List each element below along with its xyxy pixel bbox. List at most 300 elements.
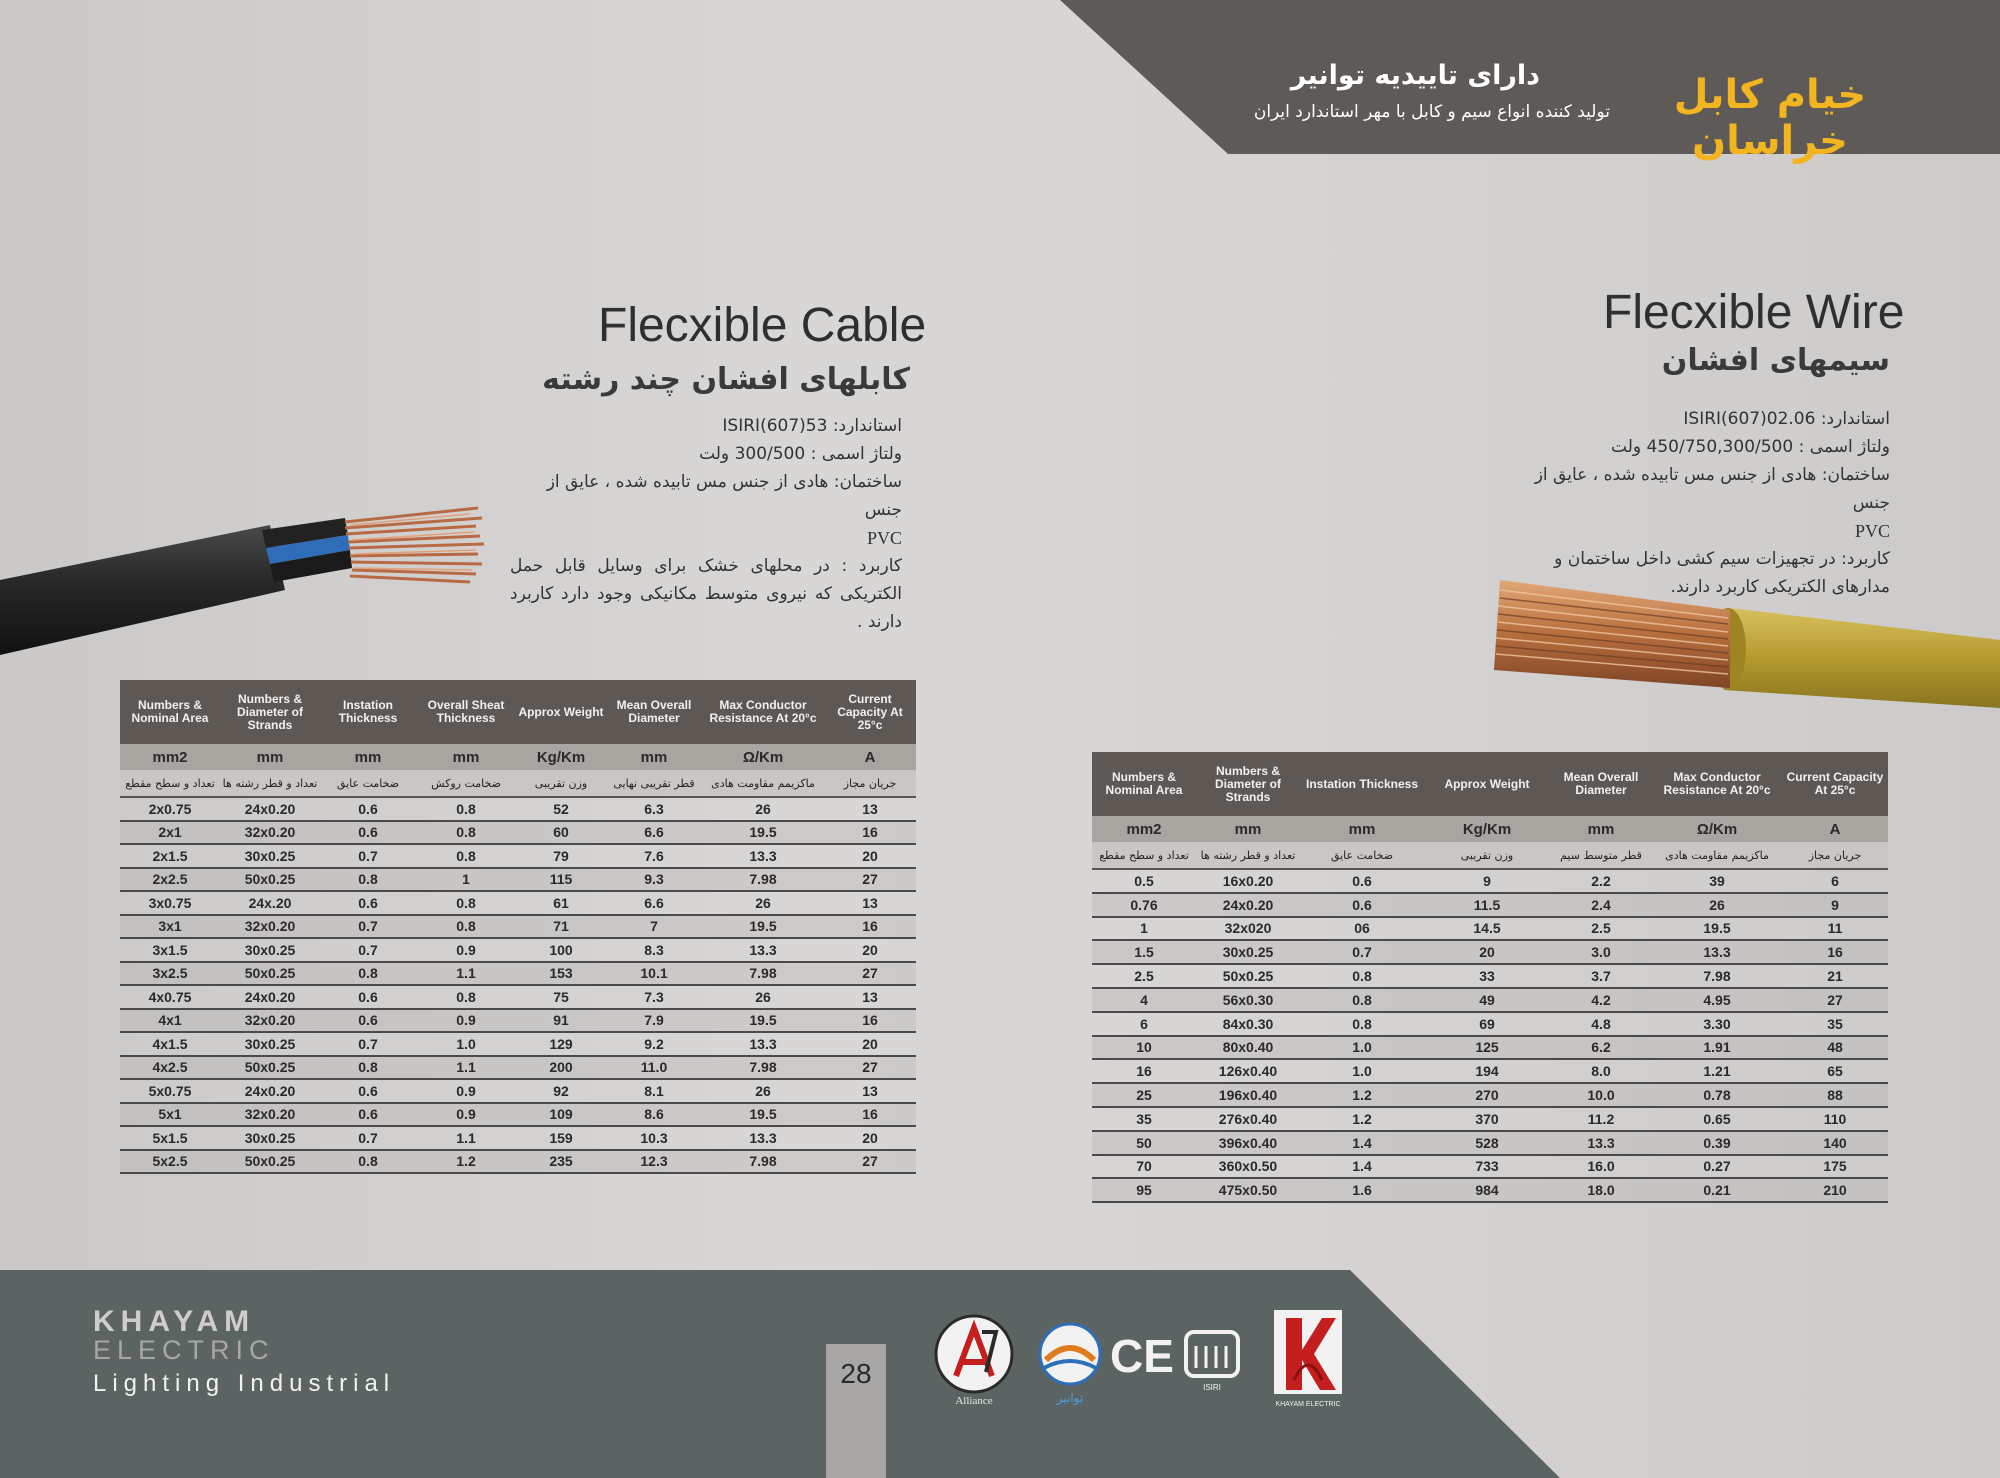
table-cell: 2.5 [1092, 964, 1196, 988]
table-cell: 19.5 [1652, 917, 1782, 941]
table-cell: 24x0.20 [220, 1079, 320, 1103]
company-name: KHAYAM [93, 1305, 256, 1338]
table-cell: 0.8 [1300, 988, 1424, 1012]
cable-table-fa-labels-row [120, 770, 916, 797]
table-cell: 8.0 [1550, 1059, 1652, 1083]
col-header: Approx Weight [516, 680, 606, 744]
table-cell: 3.30 [1652, 1012, 1782, 1036]
table-cell: 0.7 [320, 1126, 416, 1150]
cable-usage: کاربرد : در محلهای خشک برای وسایل قابل حمل الکتریکی که نیروی متوسط مکانیکی وجود دارد کاربرد دارند . [510, 556, 902, 632]
certification-logos [930, 1310, 1350, 1410]
table-row [1092, 1012, 1888, 1036]
unit-cell: A [824, 744, 916, 770]
table-row [1092, 940, 1888, 964]
table-cell: 21 [1782, 964, 1888, 988]
table-cell: 10.0 [1550, 1083, 1652, 1107]
cable-construction-pvc: PVC [866, 528, 902, 548]
table-cell: 20 [1424, 940, 1550, 964]
table-row [120, 844, 916, 868]
table-cell: 13.3 [1652, 940, 1782, 964]
table-cell: 50 [1092, 1131, 1196, 1155]
table-cell: 70 [1092, 1155, 1196, 1179]
table-cell: 13.3 [1550, 1131, 1652, 1155]
table-cell: 0.21 [1652, 1178, 1782, 1202]
table-cell: 8.1 [606, 1079, 702, 1103]
table-cell: 12.3 [606, 1150, 702, 1174]
unit-cell: Kg/Km [516, 744, 606, 770]
table-cell: 26 [1652, 893, 1782, 917]
table-cell: 39 [1652, 869, 1782, 893]
ce-label: CE [1110, 1330, 1174, 1382]
table-cell: 60 [516, 821, 606, 845]
table-cell: 26 [702, 797, 824, 821]
wire-title-en: Flecxible Wire [1603, 286, 1905, 339]
table-cell: 10.3 [606, 1126, 702, 1150]
col-header: Mean Overall Diameter [606, 680, 702, 744]
table-cell: 0.7 [1300, 940, 1424, 964]
fa-label-cell: جریان مجاز [824, 770, 916, 797]
isiri-label: ISIRI [1203, 1383, 1221, 1392]
table-cell: 194 [1424, 1059, 1550, 1083]
table-cell: 110 [1782, 1107, 1888, 1131]
table-cell: 0.6 [320, 891, 416, 915]
col-header: Max Conductor Resistance At 20°c [702, 680, 824, 744]
wire-spec-table [1092, 752, 1888, 1203]
table-cell: 129 [516, 1032, 606, 1056]
table-cell: 27 [824, 868, 916, 892]
col-header: Numbers & Nominal Area [120, 680, 220, 744]
table-cell: 75 [516, 985, 606, 1009]
table-cell: 528 [1424, 1131, 1550, 1155]
unit-cell: Ω/Km [1652, 816, 1782, 842]
table-cell: 159 [516, 1126, 606, 1150]
wire-table-units-row [1092, 816, 1888, 842]
table-row [1092, 1107, 1888, 1131]
table-cell: 11 [1782, 917, 1888, 941]
table-cell: 2.4 [1550, 893, 1652, 917]
table-cell: 7.98 [702, 1150, 824, 1174]
table-cell: 6.3 [606, 797, 702, 821]
table-cell: 2.2 [1550, 869, 1652, 893]
table-cell: 48 [1782, 1036, 1888, 1060]
table-cell: 0.27 [1652, 1155, 1782, 1179]
table-cell: 4.95 [1652, 988, 1782, 1012]
unit-cell: mm [1196, 816, 1300, 842]
col-header: Instation Thickness [1300, 752, 1424, 816]
table-row [120, 1079, 916, 1103]
table-cell: 6.6 [606, 821, 702, 845]
table-row [120, 797, 916, 821]
table-cell: 5x2.5 [120, 1150, 220, 1174]
table-cell: 0.5 [1092, 869, 1196, 893]
table-cell: 210 [1782, 1178, 1888, 1202]
table-row [120, 821, 916, 845]
table-cell: 13 [824, 1079, 916, 1103]
table-cell: 7.98 [1652, 964, 1782, 988]
table-cell: 24x.20 [220, 891, 320, 915]
table-row [120, 1009, 916, 1033]
flexible-cable-image [0, 490, 500, 660]
fa-label-cell: ماکزیمم مقاومت هادی [1652, 842, 1782, 869]
unit-cell: mm [1550, 816, 1652, 842]
unit-cell: mm2 [1092, 816, 1196, 842]
table-cell: 7 [606, 915, 702, 939]
col-header: Mean Overall Diameter [1550, 752, 1652, 816]
fa-label-cell: ضخامت عایق [1300, 842, 1424, 869]
fa-label-cell: ماکزیمم مقاومت هادی [702, 770, 824, 797]
table-cell: 1.2 [1300, 1083, 1424, 1107]
table-cell: 95 [1092, 1178, 1196, 1202]
ce-mark-icon [1110, 1330, 1174, 1382]
table-cell: 65 [1782, 1059, 1888, 1083]
table-cell: 0.7 [320, 938, 416, 962]
table-cell: 0.8 [416, 891, 516, 915]
fa-label-cell: قطر تقریبی نهایی [606, 770, 702, 797]
cable-construction: ساختمان: هادی از جنس مس تابیده شده ، عایق از جنس [546, 472, 902, 520]
table-cell: 200 [516, 1056, 606, 1080]
table-cell: 0.9 [416, 1103, 516, 1127]
table-row [1092, 1059, 1888, 1083]
table-cell: 14.5 [1424, 917, 1550, 941]
table-cell: 2x1.5 [120, 844, 220, 868]
unit-cell: mm [606, 744, 702, 770]
table-cell: 115 [516, 868, 606, 892]
table-cell: 0.9 [416, 938, 516, 962]
fa-label-cell: تعداد و قطر رشته ها [1196, 842, 1300, 869]
page-number: 28 [840, 1358, 872, 1389]
table-row [1092, 917, 1888, 941]
wire-construction-pvc: PVC [1854, 521, 1890, 541]
banner-approval-text: دارای تاییدیه توانیر [1290, 60, 1540, 91]
tavanir-logo-icon [1040, 1324, 1100, 1406]
table-cell: 13.3 [702, 1032, 824, 1056]
table-cell: 3.0 [1550, 940, 1652, 964]
alliance-logo-icon [936, 1316, 1012, 1407]
unit-cell: mm [416, 744, 516, 770]
table-cell: 175 [1782, 1155, 1888, 1179]
table-cell: 0.7 [320, 844, 416, 868]
table-cell: 32x0.20 [220, 915, 320, 939]
table-cell: 30x0.25 [220, 844, 320, 868]
table-cell: 27 [824, 1056, 916, 1080]
table-cell: 49 [1424, 988, 1550, 1012]
unit-cell: mm [320, 744, 416, 770]
table-cell: 6 [1092, 1012, 1196, 1036]
table-cell: 4.8 [1550, 1012, 1652, 1036]
table-cell: 8.3 [606, 938, 702, 962]
table-cell: 475x0.50 [1196, 1178, 1300, 1202]
wire-voltage: ولتاژ اسمی : 450/750,300/500 ولت [1611, 437, 1890, 457]
table-cell: 125 [1424, 1036, 1550, 1060]
table-cell: 5x1.5 [120, 1126, 220, 1150]
table-cell: 13 [824, 985, 916, 1009]
table-cell: 7.98 [702, 962, 824, 986]
banner-subtitle: تولید کننده انواع سیم و کابل با مهر استاندارد ایران [1253, 102, 1610, 122]
unit-cell: mm [220, 744, 320, 770]
col-header: Approx Weight [1424, 752, 1550, 816]
table-cell: 19.5 [702, 821, 824, 845]
cable-specs [510, 412, 902, 636]
table-row [120, 1126, 916, 1150]
table-row [120, 915, 916, 939]
table-cell: 06 [1300, 917, 1424, 941]
table-cell: 1.1 [416, 1126, 516, 1150]
table-cell: 26 [702, 891, 824, 915]
table-cell: 16.0 [1550, 1155, 1652, 1179]
table-cell: 0.7 [320, 1032, 416, 1056]
table-cell: 3x0.75 [120, 891, 220, 915]
table-cell: 6 [1782, 869, 1888, 893]
table-cell: 1.2 [416, 1150, 516, 1174]
table-cell: 8.6 [606, 1103, 702, 1127]
table-cell: 196x0.40 [1196, 1083, 1300, 1107]
table-cell: 4x2.5 [120, 1056, 220, 1080]
table-cell: 1.0 [416, 1032, 516, 1056]
table-cell: 11.5 [1424, 893, 1550, 917]
table-cell: 6.2 [1550, 1036, 1652, 1060]
table-cell: 30x0.25 [220, 1032, 320, 1056]
brand-logo-text: خیام کابل خراسان [1673, 72, 1867, 164]
table-cell: 61 [516, 891, 606, 915]
table-cell: 5x0.75 [120, 1079, 220, 1103]
col-header: Current Capacity At 25°c [1782, 752, 1888, 816]
wire-construction: ساختمان: هادی از جنس مس تابیده شده ، عایق از جنس [1534, 465, 1890, 513]
table-cell: 109 [516, 1103, 606, 1127]
table-cell: 71 [516, 915, 606, 939]
table-cell: 16 [824, 821, 916, 845]
table-cell: 16 [1782, 940, 1888, 964]
table-cell: 7.98 [702, 1056, 824, 1080]
table-cell: 13.3 [702, 1126, 824, 1150]
table-cell: 360x0.50 [1196, 1155, 1300, 1179]
table-cell: 19.5 [702, 1009, 824, 1033]
cable-voltage: ولتاژ اسمی : 300/500 ولت [699, 444, 902, 464]
table-cell: 11.2 [1550, 1107, 1652, 1131]
col-header: Max Conductor Resistance At 20°c [1652, 752, 1782, 816]
table-cell: 2x2.5 [120, 868, 220, 892]
table-cell: 0.8 [416, 797, 516, 821]
table-cell: 100 [516, 938, 606, 962]
unit-cell: Ω/Km [702, 744, 824, 770]
flexible-wire-image [1480, 560, 2000, 740]
table-row [1092, 988, 1888, 1012]
table-cell: 20 [824, 1126, 916, 1150]
table-cell: 3x1.5 [120, 938, 220, 962]
table-cell: 50x0.25 [220, 962, 320, 986]
table-cell: 1.0 [1300, 1059, 1424, 1083]
table-row [1092, 869, 1888, 893]
table-cell: 16x0.20 [1196, 869, 1300, 893]
cable-table-header-row [120, 680, 916, 744]
table-cell: 79 [516, 844, 606, 868]
fa-label-cell: ضخامت روکش [416, 770, 516, 797]
fa-label-cell: تعداد و سطح مقطع [1092, 842, 1196, 869]
table-row [120, 1150, 916, 1174]
fa-label-cell: وزن تقریبی [516, 770, 606, 797]
table-cell: 733 [1424, 1155, 1550, 1179]
table-row [1092, 1083, 1888, 1107]
table-row [120, 962, 916, 986]
table-cell: 270 [1424, 1083, 1550, 1107]
table-cell: 0.6 [320, 1009, 416, 1033]
table-row [120, 985, 916, 1009]
table-cell: 24x0.20 [220, 797, 320, 821]
table-cell: 984 [1424, 1178, 1550, 1202]
table-cell: 1.4 [1300, 1131, 1424, 1155]
table-cell: 18.0 [1550, 1178, 1652, 1202]
table-cell: 13.3 [702, 938, 824, 962]
table-cell: 0.8 [1300, 1012, 1424, 1036]
table-row [1092, 893, 1888, 917]
table-cell: 4x1.5 [120, 1032, 220, 1056]
tavanir-label: توانیر [1056, 1391, 1084, 1405]
table-cell: 32x020 [1196, 917, 1300, 941]
table-cell: 0.6 [320, 985, 416, 1009]
col-header: Numbers & Diameter of Strands [220, 680, 320, 744]
table-cell: 27 [1782, 988, 1888, 1012]
table-cell: 0.78 [1652, 1083, 1782, 1107]
company-name-2: ELECTRIC [93, 1335, 275, 1365]
table-cell: 0.8 [320, 868, 416, 892]
fa-label-cell: تعداد و قطر رشته ها [220, 770, 320, 797]
fa-label-cell: ضخامت عایق [320, 770, 416, 797]
table-cell: 10 [1092, 1036, 1196, 1060]
table-cell: 50x0.25 [220, 1150, 320, 1174]
unit-cell: mm2 [120, 744, 220, 770]
table-row [120, 938, 916, 962]
col-header: Instation Thickness [320, 680, 416, 744]
table-cell: 0.8 [416, 985, 516, 1009]
table-row [1092, 1155, 1888, 1179]
table-cell: 52 [516, 797, 606, 821]
wire-table-fa-labels-row [1092, 842, 1888, 869]
table-row [1092, 1178, 1888, 1202]
wire-table-header-row [1092, 752, 1888, 816]
col-header: Current Capacity At 25°c [824, 680, 916, 744]
table-cell: 33 [1424, 964, 1550, 988]
cable-table-body [120, 797, 916, 1173]
table-cell: 16 [1092, 1059, 1196, 1083]
table-row [120, 1032, 916, 1056]
table-cell: 13 [824, 891, 916, 915]
table-cell: 27 [824, 962, 916, 986]
table-cell: 30x0.25 [220, 1126, 320, 1150]
cable-spec-table [120, 680, 916, 1174]
table-cell: 13 [824, 797, 916, 821]
table-cell: 153 [516, 962, 606, 986]
unit-cell: mm [1300, 816, 1424, 842]
table-cell: 2.5 [1550, 917, 1652, 941]
table-cell: 20 [824, 1032, 916, 1056]
table-cell: 91 [516, 1009, 606, 1033]
table-cell: 1 [416, 868, 516, 892]
table-cell: 30x0.25 [220, 938, 320, 962]
table-cell: 80x0.40 [1196, 1036, 1300, 1060]
table-cell: 3x2.5 [120, 962, 220, 986]
table-cell: 235 [516, 1150, 606, 1174]
table-cell: 0.8 [320, 1056, 416, 1080]
unit-cell: Kg/Km [1424, 816, 1550, 842]
table-cell: 56x0.30 [1196, 988, 1300, 1012]
cable-standard: استاندارد: ISIRI(607)53 [722, 416, 902, 436]
table-cell: 19.5 [702, 915, 824, 939]
table-cell: 11.0 [606, 1056, 702, 1080]
table-cell: 126x0.40 [1196, 1059, 1300, 1083]
table-cell: 4x1 [120, 1009, 220, 1033]
table-cell: 20 [824, 938, 916, 962]
table-cell: 0.6 [320, 797, 416, 821]
table-cell: 0.6 [1300, 893, 1424, 917]
table-cell: 0.7 [320, 915, 416, 939]
table-cell: 26 [702, 1079, 824, 1103]
table-cell: 140 [1782, 1131, 1888, 1155]
table-cell: 0.39 [1652, 1131, 1782, 1155]
table-cell: 0.9 [416, 1009, 516, 1033]
fa-label-cell: وزن تقریبی [1424, 842, 1550, 869]
table-cell: 1.5 [1092, 940, 1196, 964]
table-cell: 0.8 [320, 1150, 416, 1174]
table-row [120, 1056, 916, 1080]
cable-title-fa: کابلهای افشان چند رشته [542, 362, 910, 397]
table-cell: 50x0.25 [1196, 964, 1300, 988]
cable-table-units-row [120, 744, 916, 770]
cable-title-en: Flecxible Cable [598, 299, 927, 352]
table-cell: 1.4 [1300, 1155, 1424, 1179]
table-cell: 20 [824, 844, 916, 868]
table-cell: 35 [1092, 1107, 1196, 1131]
table-cell: 1 [1092, 917, 1196, 941]
table-cell: 3x1 [120, 915, 220, 939]
col-header: Overall Sheat Thickness [416, 680, 516, 744]
table-cell: 9.3 [606, 868, 702, 892]
table-cell: 16 [824, 1103, 916, 1127]
table-cell: 4.2 [1550, 988, 1652, 1012]
table-cell: 0.9 [416, 1079, 516, 1103]
table-cell: 32x0.20 [220, 821, 320, 845]
table-cell: 0.8 [416, 844, 516, 868]
table-cell: 0.6 [320, 1079, 416, 1103]
table-cell: 69 [1424, 1012, 1550, 1036]
table-cell: 7.9 [606, 1009, 702, 1033]
table-cell: 0.6 [1300, 869, 1424, 893]
fa-label-cell: جریان مجاز [1782, 842, 1888, 869]
table-cell: 9 [1424, 869, 1550, 893]
table-cell: 24x0.20 [1196, 893, 1300, 917]
table-cell: 0.8 [416, 821, 516, 845]
table-cell: 92 [516, 1079, 606, 1103]
company-tagline: Lighting Industrial [93, 1370, 396, 1397]
table-cell: 1.21 [1652, 1059, 1782, 1083]
table-cell: 396x0.40 [1196, 1131, 1300, 1155]
table-cell: 16 [824, 915, 916, 939]
fa-label-cell: قطر متوسط سیم [1550, 842, 1652, 869]
table-row [1092, 1036, 1888, 1060]
table-cell: 0.8 [416, 915, 516, 939]
table-cell: 0.76 [1092, 893, 1196, 917]
table-cell: 0.8 [320, 962, 416, 986]
table-cell: 7.98 [702, 868, 824, 892]
table-cell: 1.91 [1652, 1036, 1782, 1060]
table-cell: 1.1 [416, 1056, 516, 1080]
table-cell: 9 [1782, 893, 1888, 917]
table-cell: 1.1 [416, 962, 516, 986]
alliance-label: Alliance [955, 1395, 993, 1407]
table-cell: 0.8 [1300, 964, 1424, 988]
col-header: Numbers & Nominal Area [1092, 752, 1196, 816]
table-cell: 7.6 [606, 844, 702, 868]
table-row [1092, 964, 1888, 988]
table-cell: 19.5 [702, 1103, 824, 1127]
